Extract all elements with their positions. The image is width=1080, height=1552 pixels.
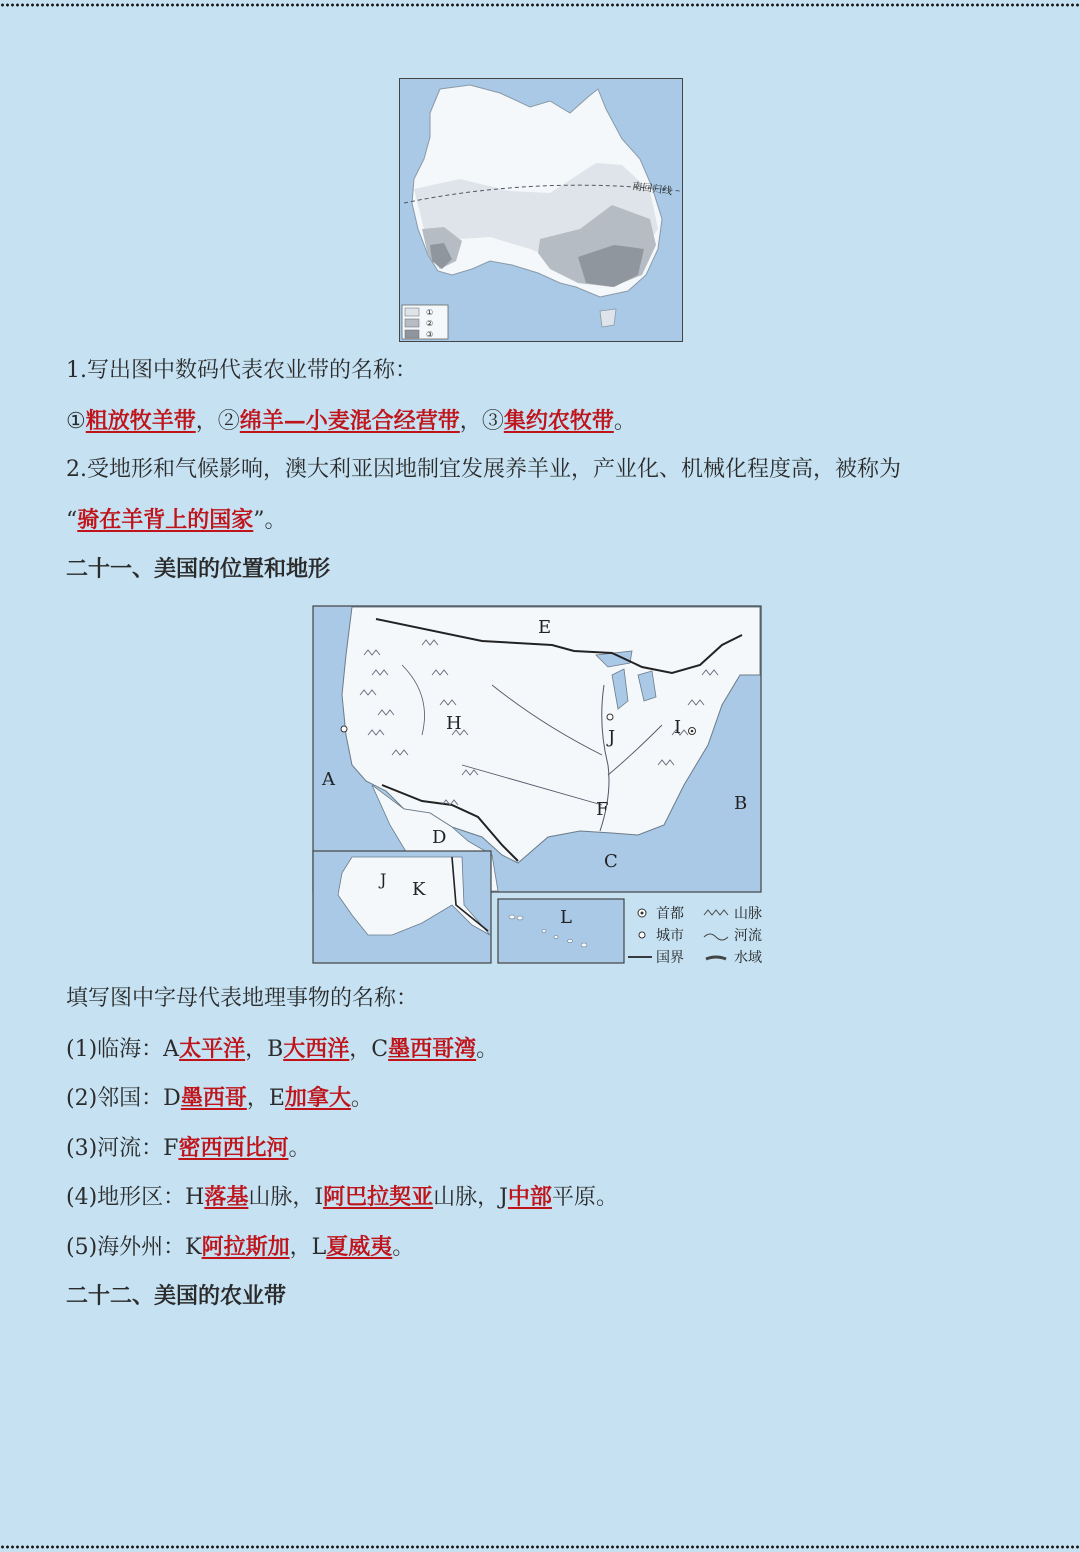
map-label-A: A: [322, 769, 335, 790]
legend-river: 河流: [734, 928, 762, 944]
map-label-E: E: [538, 617, 552, 638]
legend-1: ①: [426, 308, 434, 317]
question-2: 2.受地形和气候影响，澳大利亚因地制宜发展养羊业，产业化、机械化程度高，被称为: [66, 457, 901, 482]
map-label-K: K: [412, 879, 426, 900]
map-label-L: L: [560, 907, 572, 928]
answer-central: 中部: [507, 1184, 552, 1210]
legend-capital: 首都: [656, 906, 684, 922]
question-1: 1.写出图中数码代表农业带的名称：: [66, 358, 417, 383]
usa-map: [312, 605, 770, 967]
item-seas: [66, 1034, 498, 1065]
answer-mexico: 墨西哥: [180, 1085, 247, 1111]
mid: 山脉，I: [248, 1185, 324, 1210]
fill-intro: 填写图中字母代表地理事物的名称：: [66, 986, 419, 1011]
close-quote: ”。: [253, 508, 287, 533]
answer-1: [66, 406, 636, 437]
map-label-F: F: [596, 799, 609, 820]
answer-2: [66, 505, 287, 536]
answer-appalachian: 阿巴拉契亚: [323, 1184, 434, 1210]
marker-2: ②: [217, 409, 240, 434]
end: 。: [613, 409, 636, 434]
legend-2: ②: [426, 319, 434, 328]
legend-water: 水域: [734, 950, 762, 966]
end: 。: [350, 1086, 373, 1111]
tropic-label: 南回归线: [631, 181, 673, 198]
mid: ，E: [246, 1086, 285, 1111]
answer-nickname: 骑在羊背上的国家: [77, 507, 254, 533]
prefix: (4)地形区：H: [66, 1185, 205, 1210]
answer-atlantic: 大西洋: [283, 1036, 350, 1062]
section-22-heading: 二十二、美国的农业带: [66, 1283, 287, 1309]
map-label-D: D: [432, 827, 447, 848]
map-label-C: C: [604, 851, 618, 872]
mid: 山脉，J: [433, 1185, 508, 1210]
end: 平原。: [551, 1185, 618, 1210]
prefix: (5)海外州：K: [66, 1235, 202, 1260]
end: 。: [392, 1235, 415, 1260]
map-label-J-plain: J: [608, 727, 616, 748]
legend-3: ③: [426, 330, 434, 339]
answer-zone-1: 粗放牧羊带: [85, 408, 196, 434]
item-neighbors: [66, 1083, 373, 1114]
legend-city: 城市: [656, 928, 684, 944]
answer-pacific: 太平洋: [179, 1036, 246, 1062]
marker-1: ①: [66, 409, 86, 434]
answer-rocky: 落基: [204, 1184, 249, 1210]
answer-zone-3: 集约农牧带: [503, 408, 614, 434]
open-quote: “: [66, 508, 78, 533]
sep: ，: [195, 409, 218, 434]
top-dotted-border: [0, 2, 1080, 8]
mid: ，L: [289, 1235, 327, 1260]
end: 。: [476, 1037, 499, 1062]
prefix: (3)河流：F: [66, 1136, 179, 1161]
prefix: (1)临海：A: [66, 1037, 180, 1062]
answer-mississippi: 密西西比河: [178, 1135, 289, 1161]
bottom-dotted-border: [0, 1544, 1080, 1550]
item-river: [66, 1133, 310, 1164]
australia-agriculture-map: [399, 78, 683, 342]
answer-gulf: 墨西哥湾: [388, 1036, 477, 1062]
answer-canada: 加拿大: [284, 1085, 351, 1111]
legend-border: 国界: [656, 950, 684, 966]
marker-3: ③: [481, 409, 504, 434]
answer-hawaii: 夏威夷: [326, 1234, 393, 1260]
prefix: (2)邻国：D: [66, 1086, 181, 1111]
sep: ，: [459, 409, 482, 434]
legend-mountain: 山脉: [734, 906, 762, 922]
end: 。: [288, 1136, 311, 1161]
item-landforms: [66, 1182, 618, 1213]
answer-zone-2: 绵羊—小麦混合经营带: [239, 408, 460, 434]
map-label-J-alaska: J: [380, 870, 387, 889]
map-label-H: H: [446, 713, 462, 734]
section-21-heading: 二十一、美国的位置和地形: [66, 556, 331, 582]
answer-alaska: 阿拉斯加: [201, 1234, 290, 1260]
mid: ，C: [349, 1037, 389, 1062]
mid: ，B: [245, 1037, 284, 1062]
map-label-B: B: [734, 793, 748, 814]
item-overseas: [66, 1232, 414, 1263]
map-label-I: I: [674, 717, 682, 738]
